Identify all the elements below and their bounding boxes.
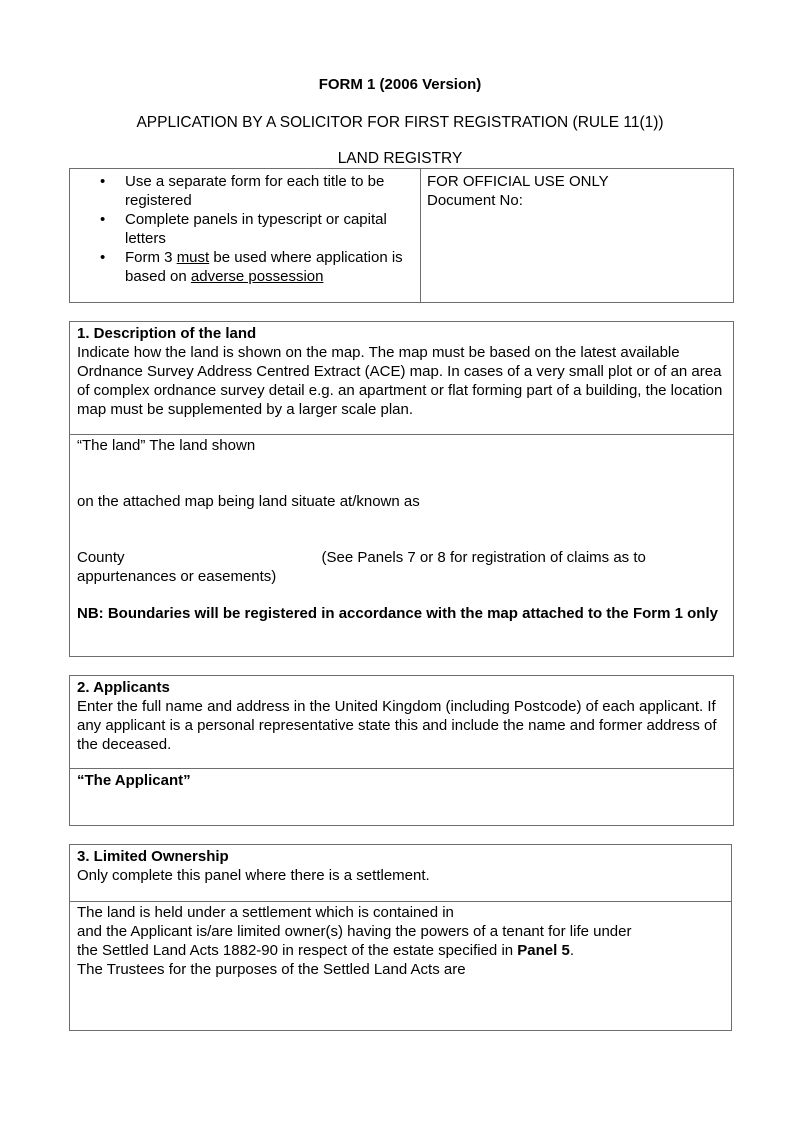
panels-note: (See Panels 7 or 8 for registration of claims as to appurtenances or easements) <box>77 549 646 585</box>
official-use-cell <box>427 172 727 210</box>
instructions-list <box>70 172 420 286</box>
panel1-header <box>77 324 732 419</box>
panel-limited-ownership <box>69 844 732 1031</box>
instruction-item: • Use a separate form for each title to be registered <box>70 172 420 210</box>
land-label: “The land” The land shown <box>77 437 256 454</box>
panel1-instructions: Indicate how the land is shown on the map. The map must be based on the latest available Ordnance Survey Address Centred Extract (ACE) map. In cases of a very small plot or of an area of complex ordnance survey detail e.g. an apartment or flat forming part of a building, the location map must be supplemented by a larger scale plan. <box>77 344 723 418</box>
panel-5-reference: Panel 5 <box>517 942 570 959</box>
applicant-label: “The Applicant” <box>77 772 191 789</box>
instructions-table <box>69 168 734 303</box>
panel-description-of-land <box>69 321 734 657</box>
panel1-divider <box>70 434 733 435</box>
form-title: FORM 1 (2006 Version) <box>318 76 482 93</box>
instruction-item: • Complete panels in typescript or capital letters <box>70 210 420 248</box>
panel3-heading: 3. Limited Ownership <box>77 848 229 865</box>
panel2-instructions: Enter the full name and address in the United Kingdom (including Postcode) of each applicant. If any applicant is a personal representative state this and include the name and former address of the deceased. <box>77 698 717 753</box>
panel3-instructions: Only complete this panel where there is a settlement. <box>77 867 430 884</box>
settlement-line-1: The land is held under a settlement which is contained in <box>77 904 454 921</box>
panel1-heading: 1. Description of the land <box>77 325 257 342</box>
panel-applicants <box>69 675 734 826</box>
settlement-field[interactable] <box>77 903 727 1028</box>
situate-label: on the attached map being land situate at/known as <box>77 493 420 510</box>
instructions-cell <box>70 172 420 286</box>
document-no-field[interactable]: Document No: <box>427 192 523 209</box>
table-divider <box>420 169 421 302</box>
registry-label: LAND REGISTRY <box>337 150 463 167</box>
panel3-divider <box>70 901 731 902</box>
panel2-heading: 2. Applicants <box>77 679 170 696</box>
county-row <box>77 548 732 586</box>
land-description-field[interactable] <box>77 436 732 654</box>
panel3-header <box>77 847 727 885</box>
form-subtitle: APPLICATION BY A SOLICITOR FOR FIRST REGISTRATION (RULE 11(1)) <box>136 114 664 131</box>
panel2-divider <box>70 768 733 769</box>
instruction-item: • Form 3 must be used where application is based on adverse possession <box>70 248 420 286</box>
county-label: County <box>77 549 125 566</box>
panel2-header <box>77 678 732 754</box>
settlement-line-3: the Settled Land Acts 1882-90 in respect of the estate specified in Panel 5. <box>77 942 574 959</box>
settlement-line-2: and the Applicant is/are limited owner(s) having the powers of a tenant for life under <box>77 923 632 940</box>
applicant-field[interactable] <box>77 771 732 823</box>
official-use-label: FOR OFFICIAL USE ONLY <box>427 173 609 190</box>
boundaries-note: NB: Boundaries will be registered in accordance with the map attached to the Form 1 only <box>77 605 718 622</box>
trustees-label: The Trustees for the purposes of the Settled Land Acts are <box>77 961 466 978</box>
